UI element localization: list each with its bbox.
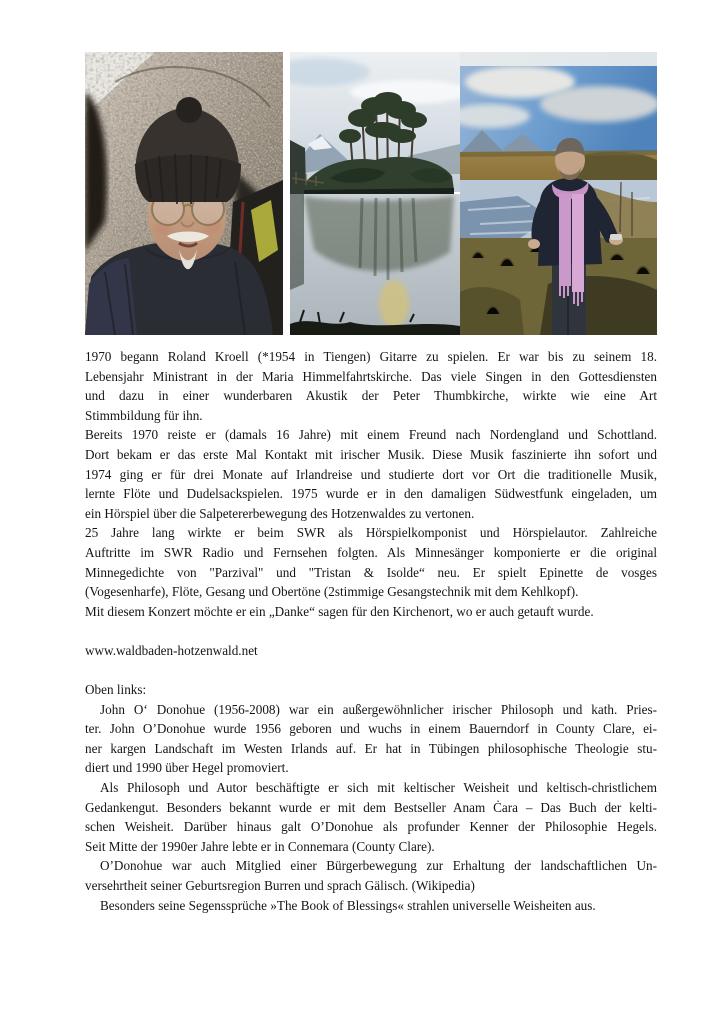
text-line: ter. John O’Donohue wurde 1956 geboren und wuchs in einem Bauerndorf in County Clare, ei- <box>85 721 657 737</box>
text-line: 1970 begann Roland Kroell (*1954 in Tiengen) Gitarre zu spielen. Er war bis zu seinem 18. <box>85 349 657 364</box>
lake-island-reflection-photo <box>290 52 460 335</box>
lake-photo-image <box>290 52 460 335</box>
text-line: ein Hörspiel über die Salpetererbewegung des Hotzenwaldes zu vertonen. <box>85 505 475 521</box>
text-block <box>85 347 657 915</box>
text-line: 25 Jahre lang wirkte er beim SWR als Hörspielkomponist und Hörspielautor. Zahlreiche <box>85 525 657 541</box>
blank-line <box>85 621 657 641</box>
text-line: Gedankengut. Besonders bekannt wurde er mit dem Bestseller Anam Ċara – Das Buch der kelti- <box>85 799 657 815</box>
text-line: und dazu in einer wunderbaren Akustik der Peter Thumbkirche, wirkte wie eine Art <box>85 388 657 404</box>
section-heading: Oben links: <box>85 682 147 698</box>
text-line: 1974 ging er für drei Monate auf Irlandreise und studierte dort vor Ort die traditionelle Musik, <box>85 466 657 482</box>
text-line: diert und 1990 über Hegel promoviert. <box>85 760 289 776</box>
roland-kroell-portrait-photo <box>85 52 283 335</box>
text-line: Seit Mitte der 1990er Jahre lebte er in Connemara (County Clare). <box>85 838 435 854</box>
text-line: Stimmbildung für ihn. <box>85 407 203 423</box>
text-line: Besonders seine Segenssprüche »The Book of Blessings« strahlen universelle Weisheiten aus. <box>100 897 596 913</box>
text-line: (Vogesenharfe), Flöte, Gesang und Obertöne (2stimmige Gesangstechnik mit dem Kehlkopf). <box>85 584 579 600</box>
text-line: versehrtheit seiner Geburtsregion Burren und sprach Gälisch. (Wikipedia) <box>85 878 475 894</box>
text-line: Minnegedichte von "Parzival" und "Tristan & Isolde“ neu. Er spielt Epinette de vosges <box>85 564 657 580</box>
text-line: O’Donohue war auch Mitglied einer Bürgerbewegung zur Erhaltung der landschaftlichen Un- <box>100 858 657 874</box>
text-line: Mit diesem Konzert möchte er ein „Danke“ sagen für den Kirchenort, wo er auch getauft wurde. <box>85 603 594 619</box>
text-line: Bereits 1970 reiste er (damals 16 Jahre) mit einem Freund nach Nordengland und Schottland. <box>85 427 657 443</box>
text-line: schen Weisheit. Darüber hinaus galt O’Donohue als profunder Kenner der Philosophie Hegels. <box>85 819 657 835</box>
blank-line <box>85 661 657 681</box>
website-url: www.waldbaden-hotzenwald.net <box>85 642 258 658</box>
text-line: Lebensjahr Ministrant in der Maria Himmelfahrtskirche. Das viele Singen in den Gottesdiensten <box>85 368 657 384</box>
landscape-photo-image <box>460 52 657 335</box>
man-pink-scarf-lake-photo <box>460 52 657 335</box>
text-line: Als Philosoph und Autor beschäftigte er sich mit keltischer Weisheit und keltisch-christlichem <box>100 780 657 796</box>
text-line: lernte Flöte und Dudelsackspielen. 1975 wurde er in den damaligen Südwestfunk eingeladen, um <box>85 486 657 502</box>
text-line: John O‘ Donohue (1956-2008) war ein außergewöhnlicher irischer Philosoph und kath. Pries- <box>100 701 657 717</box>
text-line: ner kargen Landschaft im Westen Irlands auf. Er hat in Tübingen philosophische Theologie stu- <box>85 740 657 756</box>
text-line: Dort bekam er das erste Mal Kontakt mit irischer Musik. Diese Musik faszinierte ihn sofort und <box>85 446 657 462</box>
portrait-photo-image <box>85 52 283 335</box>
text-line: Auftritte im SWR Radio und Fernsehen folgten. Als Minnesänger komponierte er die original <box>85 544 657 560</box>
